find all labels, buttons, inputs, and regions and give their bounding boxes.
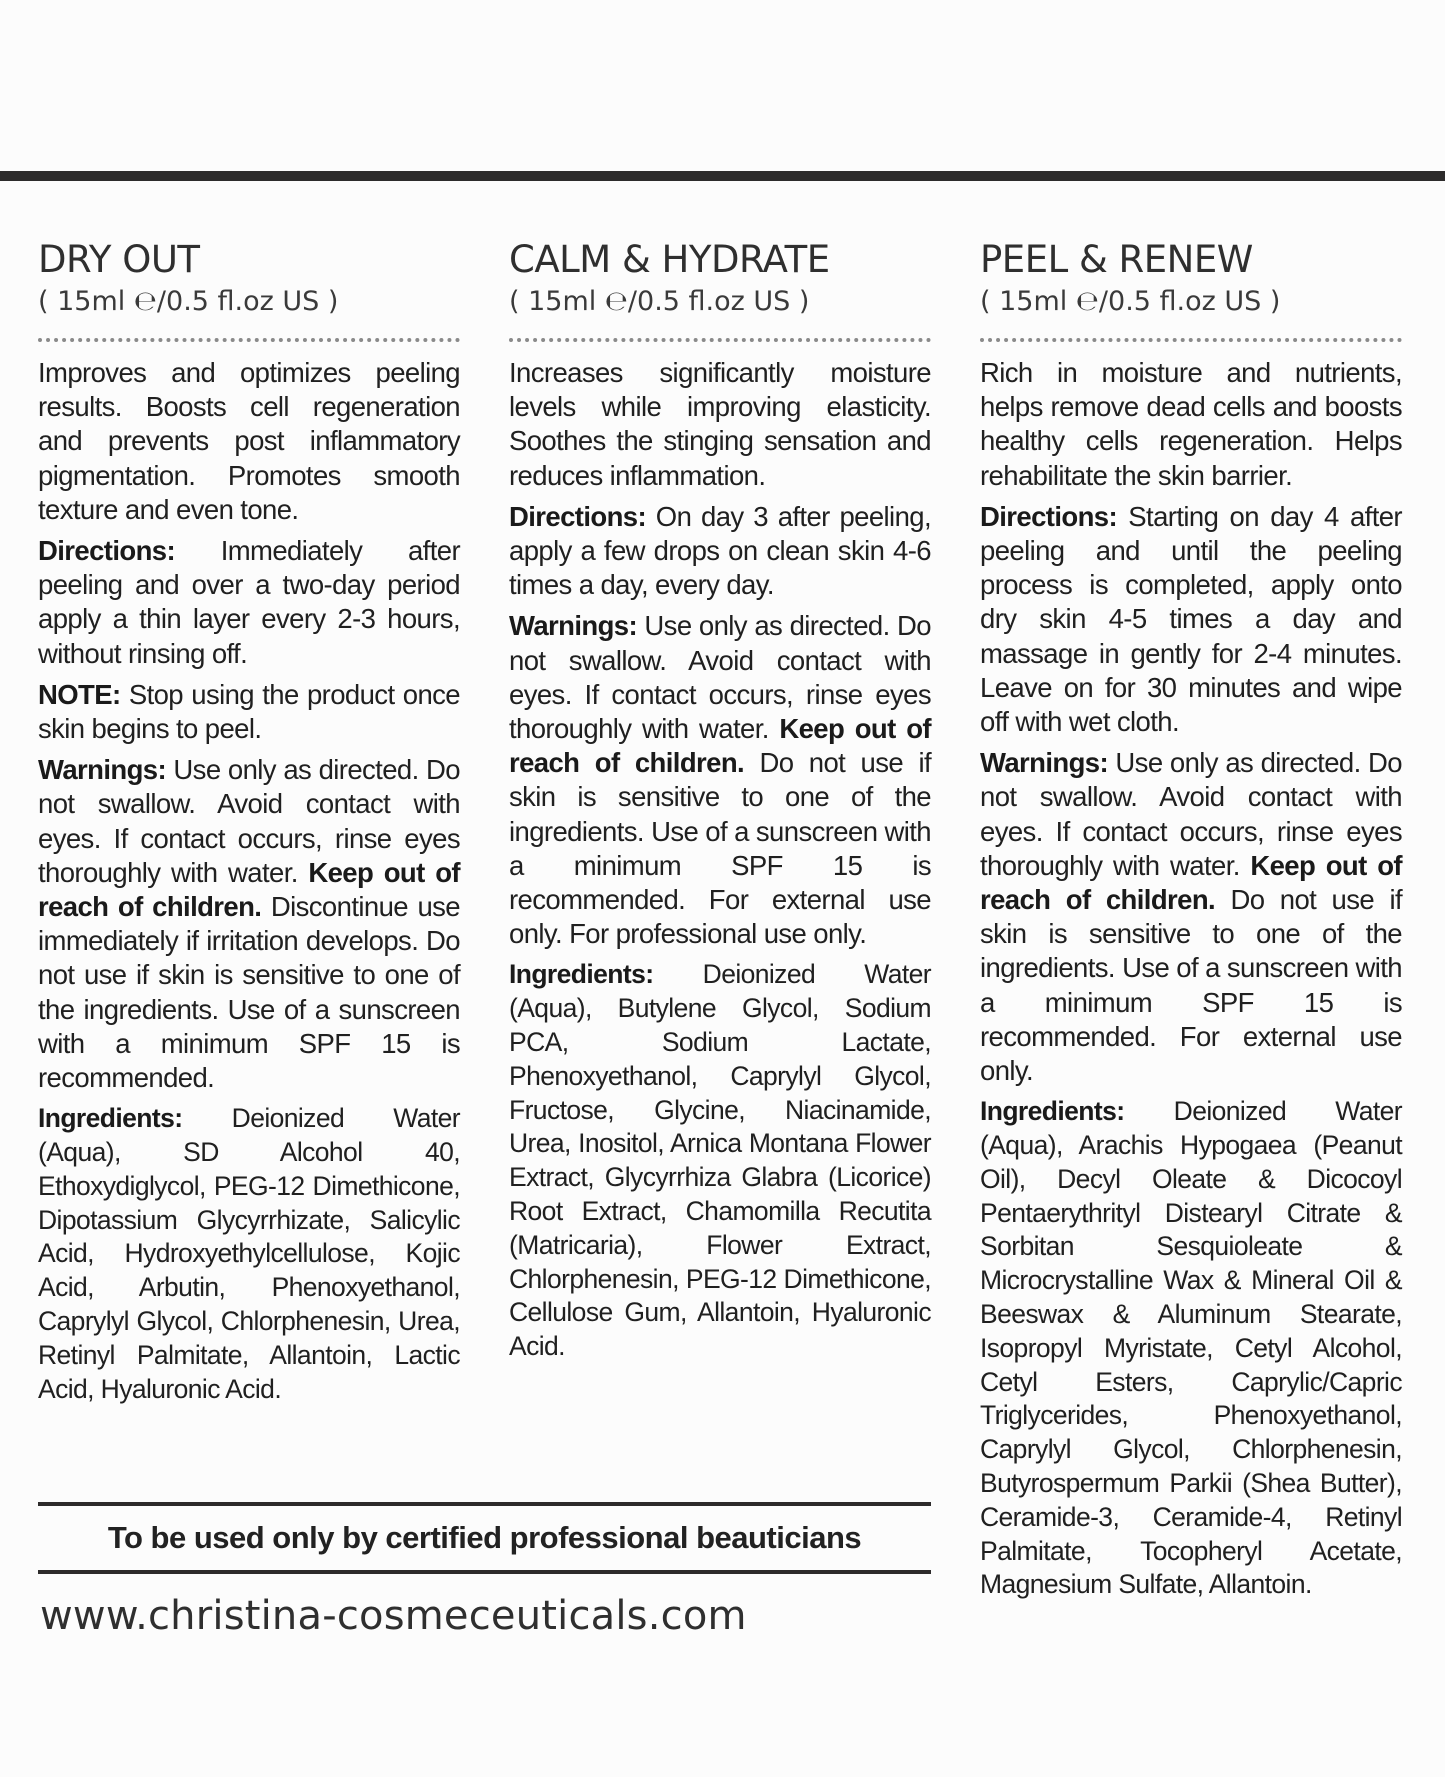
warnings-tail: Do not use if skin is sensitive to one of the ingredients. Use of a sunscreen with a minimum SPF 15 is recommended. For external use only. — [980, 884, 1402, 1087]
certified-notice: To be used only by certified professional beauticians — [107, 1520, 862, 1555]
warnings-tail: Do not use if skin is sensitive to one of the ingredients. Use of a sunscreen with a minimum SPF 15 is recommended. For external use only. For professional use only. — [509, 747, 931, 950]
directions-text: Immediately after peeling and over a two-day period apply a thin layer every 2-3 hours, without rinsing off. — [38, 535, 460, 669]
note-label: NOTE: — [38, 678, 121, 710]
keep-out-of-reach: Keep out of reach of children. — [38, 856, 460, 923]
directions-label: Directions: — [38, 535, 176, 567]
warnings-text: Use only as directed. Do not swallow. Avoid contact with eyes. If contact occurs, rinse eyes thoroughly with water. — [980, 747, 1402, 881]
ingredients-text: Deionized Water (Aqua), Butylene Glycol, Sodium PCA, Sodium Lactate, Phenoxyethanol, Caprylyl Glycol, Fructose, Glycine, Niacinamide, Urea, Inositol, Arnica Montana Flower Extract, Glycyrrhiza Glabra (Licorice) Root Extract, Chamomilla Recutita (Matricaria), Flower Extract, Chlorphenesin, PEG-12 Dimethicone, Cellulose Gum, Allantoin, Hyaluronic Acid. — [509, 959, 931, 1362]
directions — [509, 500, 931, 603]
description: Increases significantly moisture levels while improving elasticity. Soothes the stinging sensation and reduces inflammation. — [509, 357, 931, 491]
product-title: PEEL & RENEW — [980, 238, 1253, 281]
product-column-peel-renew — [980, 236, 1402, 1609]
description: Rich in moisture and nutrients, helps remove dead cells and boosts healthy cells regeneration. Helps rehabilitate the skin barrier. — [980, 357, 1402, 491]
product-text — [980, 356, 1402, 1602]
ingredients-label: Ingredients: — [509, 959, 654, 990]
product-text — [509, 356, 931, 1364]
ingredients-label: Ingredients: — [38, 1103, 183, 1134]
product-column-calm-hydrate — [509, 236, 931, 1371]
note — [38, 678, 460, 746]
product-size: ( 15ml ℮/0.5 fl.oz US ) — [509, 286, 810, 317]
product-size: ( 15ml ℮/0.5 fl.oz US ) — [38, 286, 339, 317]
dotted-divider — [509, 338, 931, 342]
top-divider — [0, 171, 1445, 181]
directions-text: Starting on day 4 after peeling and until the peeling process is completed, apply onto dry skin 4-5 times a day and massage in gently for 2-4 minutes. Leave on for 30 minutes and wipe off with wet cloth. — [980, 500, 1402, 738]
ingredients-text: Deionized Water (Aqua), Arachis Hypogaea (Peanut Oil), Decyl Oleate & Dicocoyl Pentaerythrityl Distearyl Citrate & Sorbitan Sesquioleate & Microcrystalline Wax & Mineral Oil & Beeswax & Aluminum Stearate, Isopropyl Myristate, Cetyl Alcohol, Cetyl Esters, Caprylic/Capric Triglycerides, Phenoxyethanol, Caprylyl Glycol, Chlorphenesin, Butyrospermum Parkii (Shea Butter), Ceramide-3, Ceramide-4, Retinyl Palmitate, Tocopheryl Acetate, Magnesium Sulfate, Allantoin. — [980, 1096, 1402, 1600]
product-size: ( 15ml ℮/0.5 fl.oz US ) — [980, 286, 1281, 317]
warnings — [509, 609, 931, 951]
ingredients — [38, 1102, 460, 1406]
warnings-text: Use only as directed. Do not swallow. Avoid contact with eyes. If contact occurs, rinse eyes thoroughly with water. — [509, 610, 931, 745]
description: Improves and optimizes peeling results. Boosts cell regeneration and prevents post inflammatory pigmentation. Promotes smooth texture and even tone. — [38, 357, 460, 525]
dotted-divider — [38, 338, 460, 342]
product-title: DRY OUT — [38, 238, 200, 281]
ingredients-label: Ingredients: — [980, 1096, 1125, 1127]
warnings-tail: Discontinue use immediately if irritation develops. Do not use if skin is sensitive to one of the ingredients. Use of a sunscreen with a minimum SPF 15 is recommended. — [38, 891, 460, 1094]
keep-out-of-reach: Keep out of reach of children. — [509, 713, 931, 779]
ingredients — [509, 958, 931, 1364]
dotted-divider — [980, 338, 1402, 342]
directions — [980, 500, 1402, 739]
note-text: Stop using the product once skin begins to peel. — [38, 678, 460, 745]
product-text — [38, 356, 460, 1406]
footer-top-divider — [38, 1502, 931, 1506]
product-column-dry-out — [38, 236, 460, 1413]
ingredients-text: Deionized Water (Aqua), SD Alcohol 40, Ethoxydiglycol, PEG-12 Dimethicone, Dipotassium Glycyrrhizate, Salicylic Acid, Hydroxyethylcellulose, Kojic Acid, Arbutin, Phenoxyethanol, Caprylyl Glycol, Chlorphenesin, Urea, Retinyl Palmitate, Allantoin, Lactic Acid, Hyaluronic Acid. — [38, 1103, 460, 1404]
directions-label: Directions: — [509, 500, 647, 532]
warnings-text: Use only as directed. Do not swallow. Avoid contact with eyes. If contact occurs, rinse eyes thoroughly with water. — [38, 754, 460, 888]
warnings-label: Warnings: — [509, 610, 638, 642]
warnings — [38, 753, 460, 1095]
directions-text: On day 3 after peeling, apply a few drops on clean skin 4-6 times a day, every day. — [509, 500, 931, 601]
warnings-label: Warnings: — [980, 747, 1109, 779]
footer-bottom-divider — [38, 1570, 931, 1574]
warnings — [980, 746, 1402, 1088]
product-title: CALM & HYDRATE — [509, 238, 830, 281]
directions — [38, 534, 460, 671]
keep-out-of-reach: Keep out of reach of children. — [980, 849, 1402, 916]
ingredients — [980, 1095, 1402, 1602]
directions-label: Directions: — [980, 500, 1118, 532]
website-url: www.christina-cosmeceuticals.com — [40, 1593, 747, 1639]
warnings-label: Warnings: — [38, 754, 167, 786]
